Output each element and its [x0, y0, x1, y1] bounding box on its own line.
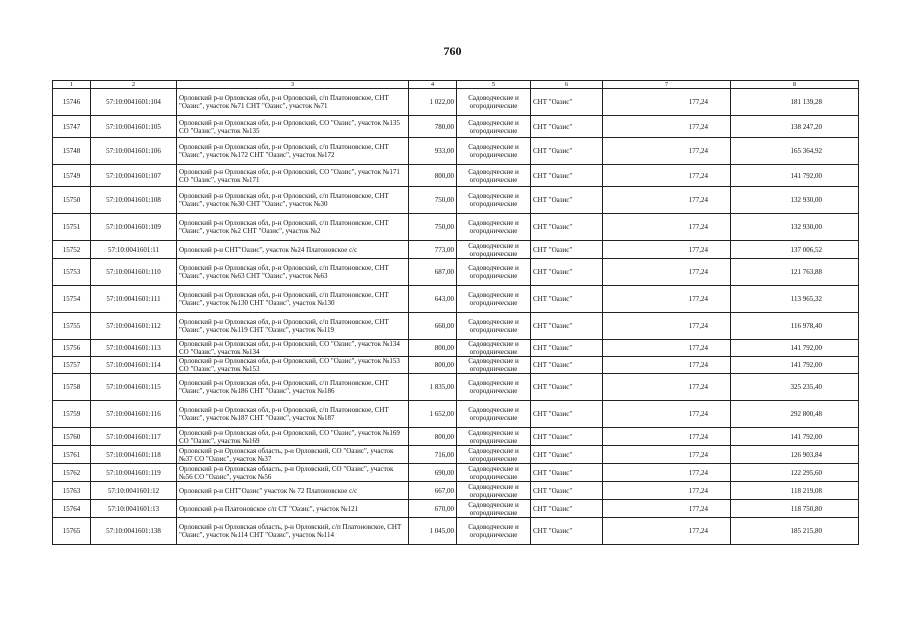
land-use-cell: Садоводческие и огороднические — [457, 357, 531, 374]
owner-cell: СНТ "Оазис" — [531, 89, 603, 116]
area-cell: 1 022,00 — [409, 89, 457, 116]
header-col-6: 6 — [531, 81, 603, 89]
owner-cell: СНТ "Оазис" — [531, 374, 603, 401]
cadastral-value-cell: 141 792,00 — [731, 165, 859, 187]
row-number-cell: 15751 — [53, 214, 91, 241]
cadastral-value-cell: 141 792,00 — [731, 428, 859, 446]
rate-cell: 177,24 — [603, 165, 731, 187]
cadastral-number-cell: 57:10:0041601:108 — [91, 187, 177, 214]
land-use-cell: Садоводческие и огороднические — [457, 241, 531, 259]
owner-cell: СНТ "Оазис" — [531, 500, 603, 518]
area-cell: 750,00 — [409, 187, 457, 214]
address-cell: Орловский р-н Орловская обл, р-н Орловский, с/п Платоновское, СНТ "Оазис", участок №172 СНТ "Оазис", участок №172 — [177, 138, 409, 165]
address-cell: Орловский р-н СНТ"Оазис" участок № 72 Платоновское с/с — [177, 482, 409, 500]
rate-cell: 177,24 — [603, 241, 731, 259]
land-use-cell: Садоводческие и огороднические — [457, 259, 531, 286]
cadastral-value-cell: 181 139,28 — [731, 89, 859, 116]
table-row — [53, 374, 859, 401]
area-cell: 667,00 — [409, 482, 457, 500]
land-use-cell: Садоводческие и огороднические — [457, 428, 531, 446]
cadastral-number-cell: 57:10:0041601:118 — [91, 446, 177, 464]
rate-cell: 177,24 — [603, 446, 731, 464]
header-col-5: 5 — [457, 81, 531, 89]
area-cell: 660,00 — [409, 313, 457, 340]
land-use-cell: Садоводческие и огороднические — [457, 138, 531, 165]
address-cell: Орловский р-н Орловская область, р-н Орловский, СО "Оазис", участок №37 СО "Оазис", участок №37 — [177, 446, 409, 464]
area-cell: 1 652,00 — [409, 401, 457, 428]
cadastral-number-cell: 57:10:0041601:106 — [91, 138, 177, 165]
cadastral-number-cell: 57:10:0041601:117 — [91, 428, 177, 446]
area-cell: 773,00 — [409, 241, 457, 259]
row-number-cell: 15760 — [53, 428, 91, 446]
address-cell: Орловский р-н Орловская обл, р-н Орловский, с/п Платоновское, СНТ "Оазис", участок №119 СНТ "Оазис", участок №119 — [177, 313, 409, 340]
row-number-cell: 15753 — [53, 259, 91, 286]
owner-cell: СНТ "Оазис" — [531, 165, 603, 187]
cadastral-number-cell: 57:10:0041601:11 — [91, 241, 177, 259]
owner-cell: СНТ "Оазис" — [531, 340, 603, 357]
row-number-cell: 15750 — [53, 187, 91, 214]
cadastral-number-cell: 57:10:0041601:110 — [91, 259, 177, 286]
owner-cell: СНТ "Оазис" — [531, 241, 603, 259]
owner-cell: СНТ "Оазис" — [531, 313, 603, 340]
address-cell: Орловский р-н Платоновское с/п СТ "Оазис", участок №121 — [177, 500, 409, 518]
area-cell: 750,00 — [409, 214, 457, 241]
area-cell: 800,00 — [409, 165, 457, 187]
cadastral-number-cell: 57:10:0041601:116 — [91, 401, 177, 428]
land-use-cell: Садоводческие и огороднические — [457, 165, 531, 187]
land-use-cell: Садоводческие и огороднические — [457, 313, 531, 340]
owner-cell: СНТ "Оазис" — [531, 357, 603, 374]
area-cell: 800,00 — [409, 340, 457, 357]
address-cell: Орловский р-н СНТ"Оазис", участок №24 Платоновское с/с — [177, 241, 409, 259]
land-use-cell: Садоводческие и огороднические — [457, 187, 531, 214]
header-col-4: 4 — [409, 81, 457, 89]
cadastral-number-cell: 57:10:0041601:119 — [91, 464, 177, 482]
table-row — [53, 116, 859, 138]
cadastral-value-cell: 165 364,92 — [731, 138, 859, 165]
cadastral-value-cell: 141 792,00 — [731, 340, 859, 357]
cadastral-number-cell: 57:10:0041601:105 — [91, 116, 177, 138]
row-number-cell: 15758 — [53, 374, 91, 401]
cadastral-value-cell: 118 750,80 — [731, 500, 859, 518]
table-row — [53, 286, 859, 313]
area-cell: 670,00 — [409, 500, 457, 518]
rate-cell: 177,24 — [603, 357, 731, 374]
cadastral-value-cell: 132 930,00 — [731, 214, 859, 241]
area-cell: 800,00 — [409, 357, 457, 374]
owner-cell: СНТ "Оазис" — [531, 187, 603, 214]
address-cell: Орловский р-н Орловская обл, р-н Орловский, с/п Платоновское, СНТ "Оазис", участок №187 СНТ "Оазис", участок №187 — [177, 401, 409, 428]
land-use-cell: Садоводческие и огороднические — [457, 518, 531, 545]
table-row — [53, 464, 859, 482]
row-number-cell: 15746 — [53, 89, 91, 116]
address-cell: Орловский р-н Орловская обл, р-н Орловский, с/п Платоновское, СНТ "Оазис", участок №71 СНТ "Оазис", участок №71 — [177, 89, 409, 116]
address-cell: Орловский р-н Орловская обл, р-н Орловский, СО "Оазис", участок №169 СО "Оазис", участок №169 — [177, 428, 409, 446]
row-number-cell: 15749 — [53, 165, 91, 187]
row-number-cell: 15762 — [53, 464, 91, 482]
land-use-cell: Садоводческие и огороднические — [457, 482, 531, 500]
cadastral-value-cell: 122 295,60 — [731, 464, 859, 482]
area-cell: 687,00 — [409, 259, 457, 286]
cadastral-number-cell: 57:10:0041601:13 — [91, 500, 177, 518]
rate-cell: 177,24 — [603, 187, 731, 214]
row-number-cell: 15764 — [53, 500, 91, 518]
cadastral-number-cell: 57:10:0041601:114 — [91, 357, 177, 374]
owner-cell: СНТ "Оазис" — [531, 446, 603, 464]
table-row — [53, 446, 859, 464]
owner-cell: СНТ "Оазис" — [531, 518, 603, 545]
row-number-cell: 15747 — [53, 116, 91, 138]
rate-cell: 177,24 — [603, 259, 731, 286]
table-row — [53, 241, 859, 259]
row-number-cell: 15748 — [53, 138, 91, 165]
land-use-cell: Садоводческие и огороднические — [457, 214, 531, 241]
table-row — [53, 89, 859, 116]
cadastral-number-cell: 57:10:0041601:111 — [91, 286, 177, 313]
address-cell: Орловский р-н Орловская обл, р-н Орловский, СО "Оазис", участок №134 СО "Оазис", участок №134 — [177, 340, 409, 357]
land-use-cell: Садоводческие и огороднические — [457, 286, 531, 313]
rate-cell: 177,24 — [603, 89, 731, 116]
cadastral-value-cell: 185 215,80 — [731, 518, 859, 545]
rate-cell: 177,24 — [603, 401, 731, 428]
land-use-cell: Садоводческие и огороднические — [457, 116, 531, 138]
owner-cell: СНТ "Оазис" — [531, 138, 603, 165]
area-cell: 716,00 — [409, 446, 457, 464]
address-cell: Орловский р-н Орловская обл, р-н Орловский, СО "Оазис", участок №135 СО "Оазис", участок №135 — [177, 116, 409, 138]
cadastral-value-cell: 325 235,40 — [731, 374, 859, 401]
row-number-cell: 15763 — [53, 482, 91, 500]
row-number-cell: 15752 — [53, 241, 91, 259]
table-row — [53, 313, 859, 340]
land-use-cell: Садоводческие и огороднические — [457, 401, 531, 428]
table-row — [53, 340, 859, 357]
rate-cell: 177,24 — [603, 340, 731, 357]
area-cell: 933,00 — [409, 138, 457, 165]
table-row — [53, 401, 859, 428]
row-number-cell: 15755 — [53, 313, 91, 340]
area-cell: 1 045,00 — [409, 518, 457, 545]
cadastral-value-cell: 138 247,20 — [731, 116, 859, 138]
row-number-cell: 15759 — [53, 401, 91, 428]
owner-cell: СНТ "Оазис" — [531, 286, 603, 313]
rate-cell: 177,24 — [603, 518, 731, 545]
land-use-cell: Садоводческие и огороднические — [457, 446, 531, 464]
land-use-cell: Садоводческие и огороднические — [457, 374, 531, 401]
header-col-7: 7 — [603, 81, 731, 89]
header-col-8: 8 — [731, 81, 859, 89]
cadastral-value-cell: 116 978,40 — [731, 313, 859, 340]
table-row — [53, 482, 859, 500]
address-cell: Орловский р-н Орловская обл, р-н Орловский, СО "Оазис", участок №171 СО "Оазис", участок №171 — [177, 165, 409, 187]
rate-cell: 177,24 — [603, 116, 731, 138]
area-cell: 800,00 — [409, 428, 457, 446]
rate-cell: 177,24 — [603, 286, 731, 313]
row-number-cell: 15756 — [53, 340, 91, 357]
area-cell: 780,00 — [409, 116, 457, 138]
rate-cell: 177,24 — [603, 428, 731, 446]
land-use-cell: Садоводческие и огороднические — [457, 340, 531, 357]
row-number-cell: 15757 — [53, 357, 91, 374]
rate-cell: 177,24 — [603, 500, 731, 518]
area-cell: 643,00 — [409, 286, 457, 313]
cadastral-value-cell: 292 800,48 — [731, 401, 859, 428]
address-cell: Орловский р-н Орловская обл, р-н Орловский, СО "Оазис", участок №153 СО "Оазис", участок №153 — [177, 357, 409, 374]
owner-cell: СНТ "Оазис" — [531, 464, 603, 482]
cadastral-number-cell: 57:10:0041601:113 — [91, 340, 177, 357]
header-col-1: 1 — [53, 81, 91, 89]
owner-cell: СНТ "Оазис" — [531, 214, 603, 241]
land-use-cell: Садоводческие и огороднические — [457, 464, 531, 482]
table-row — [53, 500, 859, 518]
rate-cell: 177,24 — [603, 464, 731, 482]
cadastral-table — [52, 80, 859, 545]
address-cell: Орловский р-н Орловская обл, р-н Орловский, с/п Платоновское, СНТ "Оазис", участок №30 СНТ "Оазис", участок №30 — [177, 187, 409, 214]
owner-cell: СНТ "Оазис" — [531, 116, 603, 138]
table-row — [53, 138, 859, 165]
row-number-cell: 15754 — [53, 286, 91, 313]
cadastral-value-cell: 132 930,00 — [731, 187, 859, 214]
page-number: 760 — [443, 44, 462, 58]
cadastral-value-cell: 121 763,88 — [731, 259, 859, 286]
address-cell: Орловский р-н Орловская область, р-н Орловский, с/п Платоновское, СНТ "Оазис", участок №114 СНТ "Оазис", участок №114 — [177, 518, 409, 545]
cadastral-value-cell: 118 219,08 — [731, 482, 859, 500]
table-row — [53, 187, 859, 214]
cadastral-number-cell: 57:10:0041601:115 — [91, 374, 177, 401]
owner-cell: СНТ "Оазис" — [531, 259, 603, 286]
row-number-cell: 15765 — [53, 518, 91, 545]
rate-cell: 177,24 — [603, 313, 731, 340]
table-row — [53, 165, 859, 187]
cadastral-number-cell: 57:10:0041601:109 — [91, 214, 177, 241]
land-use-cell: Садоводческие и огороднические — [457, 500, 531, 518]
area-cell: 690,00 — [409, 464, 457, 482]
cadastral-value-cell: 137 006,52 — [731, 241, 859, 259]
owner-cell: СНТ "Оазис" — [531, 401, 603, 428]
cadastral-value-cell: 113 965,32 — [731, 286, 859, 313]
rate-cell: 177,24 — [603, 482, 731, 500]
cadastral-number-cell: 57:10:0041601:107 — [91, 165, 177, 187]
address-cell: Орловский р-н Орловская область, р-н Орловский, СО "Оазис", участок №56 СО "Оазис", участок №56 — [177, 464, 409, 482]
address-cell: Орловский р-н Орловская обл, р-н Орловский, с/п Платоновское, СНТ "Оазис", участок №130 СНТ "Оазис", участок №130 — [177, 286, 409, 313]
area-cell: 1 835,00 — [409, 374, 457, 401]
table-row — [53, 357, 859, 374]
cadastral-number-cell: 57:10:0041601:12 — [91, 482, 177, 500]
address-cell: Орловский р-н Орловская обл, р-н Орловский, с/п Платоновское, СНТ "Оазис", участок №63 СНТ "Оазис", участок №63 — [177, 259, 409, 286]
cadastral-number-cell: 57:10:0041601:112 — [91, 313, 177, 340]
header-row — [53, 81, 859, 89]
land-use-cell: Садоводческие и огороднические — [457, 89, 531, 116]
header-col-3: 3 — [177, 81, 409, 89]
address-cell: Орловский р-н Орловская обл, р-н Орловский, с/п Платоновское, СНТ "Оазис", участок №2 СНТ "Оазис", участок №2 — [177, 214, 409, 241]
owner-cell: СНТ "Оазис" — [531, 482, 603, 500]
rate-cell: 177,24 — [603, 138, 731, 165]
address-cell: Орловский р-н Орловская обл, р-н Орловский, с/п Платоновское, СНТ "Оазис", участок №186 СНТ "Оазис", участок №186 — [177, 374, 409, 401]
rate-cell: 177,24 — [603, 214, 731, 241]
header-col-2: 2 — [91, 81, 177, 89]
table-row — [53, 518, 859, 545]
row-number-cell: 15761 — [53, 446, 91, 464]
rate-cell: 177,24 — [603, 374, 731, 401]
cadastral-value-cell: 126 903,84 — [731, 446, 859, 464]
table-row — [53, 259, 859, 286]
table-row — [53, 428, 859, 446]
cadastral-number-cell: 57:10:0041601:138 — [91, 518, 177, 545]
owner-cell: СНТ "Оазис" — [531, 428, 603, 446]
table-row — [53, 214, 859, 241]
cadastral-number-cell: 57:10:0041601:104 — [91, 89, 177, 116]
cadastral-value-cell: 141 792,00 — [731, 357, 859, 374]
